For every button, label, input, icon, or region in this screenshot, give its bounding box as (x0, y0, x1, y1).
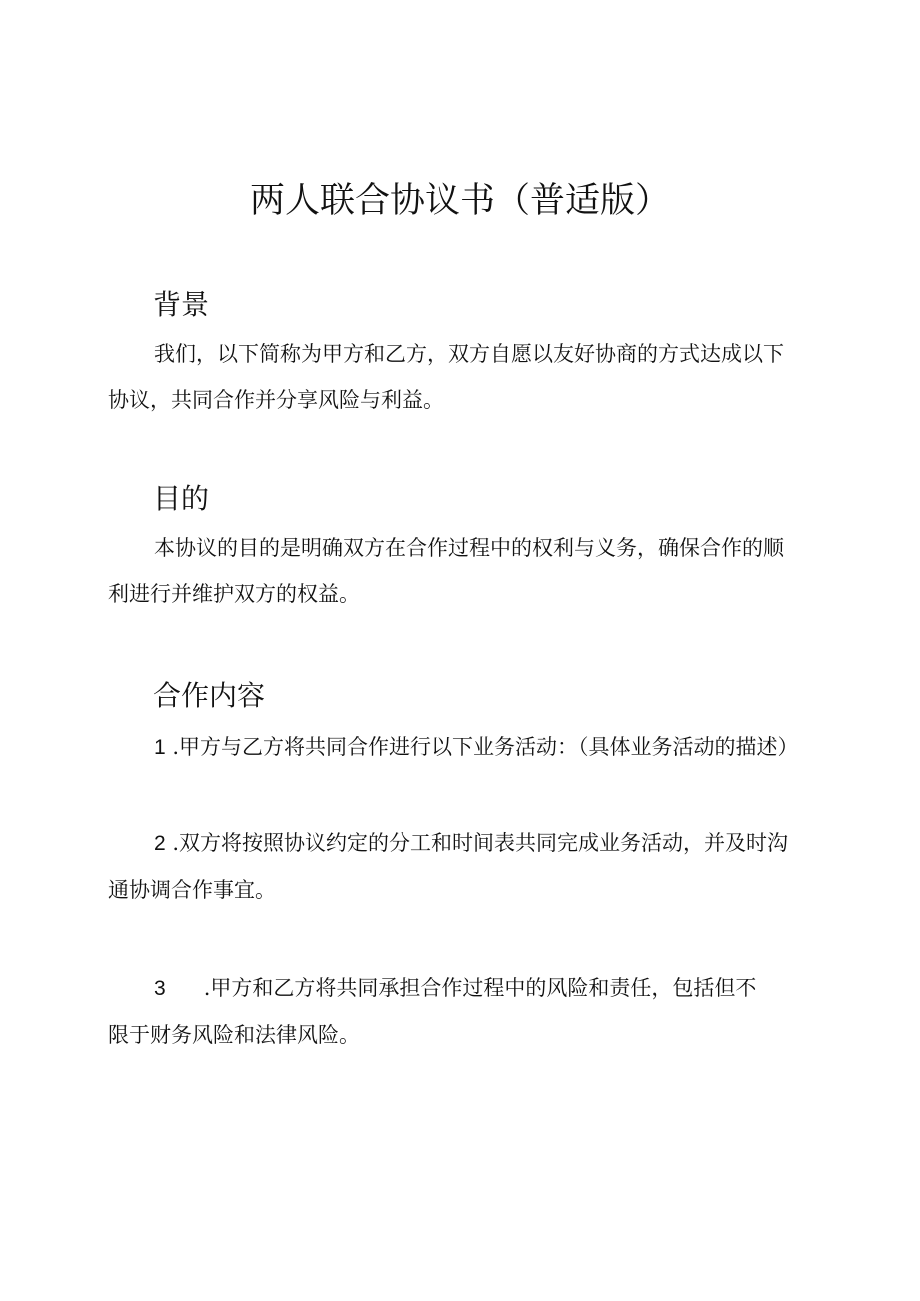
item-2-text: .双方将按照协议约定的分工和时间表共同完成业务活动，并及时沟 (172, 831, 789, 855)
item-3-line-2: 限于财务风险和法律风险。 (108, 1023, 360, 1047)
item-2-line-2: 通协调合作事宜。 (108, 878, 276, 902)
background-line-1: 我们，以下简称为甲方和乙方，双方自愿以友好协商的方式达成以下 (154, 342, 784, 366)
purpose-paragraph (108, 525, 813, 617)
item-3-number: 3 (154, 977, 166, 1000)
item-1-text: .甲方与乙方将共同合作进行以下业务活动：（具体业务活动的描述） (172, 735, 799, 759)
purpose-line-1: 本协议的目的是明确双方在合作过程中的权利与义务，确保合作的顺 (154, 536, 784, 560)
cooperation-item-1 (108, 724, 813, 771)
cooperation-item-2 (108, 820, 813, 913)
section-heading-cooperation: 合作内容 (153, 679, 266, 712)
section-heading-purpose: 目的 (153, 482, 210, 515)
item-3-text: .甲方和乙方将共同承担合作过程中的风险和责任，包括但不 (203, 976, 757, 1000)
document-title: 两人联合协议书（普适版） (249, 181, 670, 221)
background-line-2: 协议，共同合作并分享风险与利益。 (108, 388, 444, 412)
background-paragraph (108, 331, 813, 423)
item-1-number: 1 (154, 736, 166, 759)
item-2-line-1 (108, 820, 813, 867)
purpose-line-2: 利进行并维护双方的权益。 (108, 582, 360, 606)
item-3-line-1 (108, 965, 813, 1012)
cooperation-item-3 (108, 965, 813, 1058)
item-1-line-1 (108, 724, 813, 771)
item-2-number: 2 (154, 832, 166, 855)
section-heading-background: 背景 (153, 288, 210, 321)
